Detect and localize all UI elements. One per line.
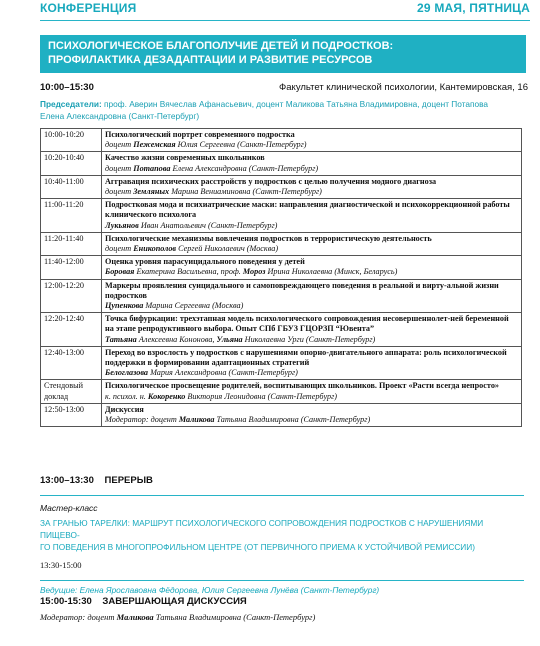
chairs-label: Председатели: [40, 99, 102, 109]
talk-speaker [105, 267, 518, 277]
row-content [102, 256, 522, 279]
speaker-text: Мария Александровна (Санкт-Петербург) [148, 368, 298, 378]
row-time: 12:50-13:00 [41, 403, 102, 426]
speaker-surname: Маликова [178, 415, 215, 425]
speaker-text: Николаевна Урги (Санкт-Петербург) [242, 334, 376, 344]
talk-speaker [105, 301, 518, 311]
row-time: 12:40-13:00 [41, 346, 102, 380]
final-discussion-row [40, 596, 255, 607]
speaker-text: Модератор: доцент [105, 415, 179, 425]
table-row [41, 256, 522, 279]
row-content [102, 346, 522, 380]
row-time: 11:00-11:20 [41, 199, 102, 233]
table-row [41, 313, 522, 347]
talk-speaker [105, 164, 518, 174]
masterclass-title-line2: ГО ПОВЕДЕНИЯ В МНОГОПРОФИЛЬНОМ ЦЕНТРЕ (ОТ ПЕРВИЧНОГО ПРИЕМА К УСТОЙЧИВОЙ РЕМИССИИ) [40, 542, 475, 552]
speaker-surname: Земляных [133, 187, 170, 197]
section-title-line1: ПСИХОЛОГИЧЕСКОЕ БЛАГОПОЛУЧИЕ ДЕТЕЙ И ПОДРОСТКОВ: [48, 40, 394, 52]
break-time: 13:00–13:30 [40, 475, 94, 486]
chairs-line2: Елена Александровна (Санкт-Петербург) [40, 111, 200, 121]
talk-title: Дискуссия [105, 404, 144, 414]
table-row [41, 199, 522, 233]
table-row [41, 380, 522, 403]
speaker-surname: Цупенкова [105, 301, 144, 311]
talk-speaker [105, 392, 518, 402]
talk-speaker [105, 335, 518, 345]
speaker-text: Иван Анатольевич (Санкт-Петербург) [138, 220, 278, 230]
speaker-surname: Потапова [133, 163, 171, 173]
speaker-surname: Боровая [105, 267, 135, 277]
row-content [102, 152, 522, 175]
speaker-surname: Ульяна [216, 334, 243, 344]
table-row [41, 152, 522, 175]
speaker-text: Ирина Николаевна (Минск, Беларусь) [265, 267, 398, 277]
page-header [40, 0, 530, 21]
final-moderator: Модератор: доцент Маликова Татьяна Владимировна (Санкт-Петербург) [40, 612, 316, 622]
final-time: 15:00-15:30 [40, 596, 92, 607]
talk-title: Точка бифуркации: трехэтапная модель психологического сопровождения несовершеннолет-ней беременной на этапе репродуктивного выбора. Опыт СПб ГБУЗ ГЦОРЗП “Ювента” [105, 314, 509, 334]
speaker-text: доцент [105, 163, 134, 173]
row-time: 10:40-11:00 [41, 175, 102, 198]
session-time: 10:00–15:30 [40, 82, 94, 93]
talk-title: Качество жизни современных школьников [105, 153, 265, 163]
table-row [41, 232, 522, 255]
talk-speaker [105, 368, 518, 378]
row-time: 12:20-12:40 [41, 313, 102, 347]
speaker-text: Сергей Николаевич (Москва) [176, 244, 279, 254]
row-content [102, 232, 522, 255]
table-row [41, 175, 522, 198]
speaker-text: Алексеевна Кононова, [136, 334, 217, 344]
speaker-text: Елена Александровна (Санкт-Петербург) [170, 163, 319, 173]
row-content [102, 279, 522, 313]
conference-label: КОНФЕРЕНЦИЯ [40, 1, 137, 15]
speaker-text: к. психол. н. [105, 391, 148, 401]
row-time: 10:20-10:40 [41, 152, 102, 175]
speaker-text: Юлия Сергеевна (Санкт-Петербург) [175, 140, 307, 150]
table-row [41, 403, 522, 426]
chairs-block [40, 98, 528, 122]
row-time: 11:20-11:40 [41, 232, 102, 255]
break-label: ПЕРЕРЫВ [104, 475, 153, 486]
talk-speaker [105, 187, 518, 197]
table-row [41, 279, 522, 313]
row-time: 10:00-10:20 [41, 129, 102, 152]
speaker-surname: Пежемская [133, 140, 176, 150]
talk-speaker [105, 415, 518, 425]
row-content [102, 175, 522, 198]
speaker-text: Екатерина Васильевна, проф. [134, 267, 243, 277]
talk-title: Аггравация психических расстройств у подростков с целью получения модного диагноза [105, 176, 437, 186]
talk-speaker [105, 140, 518, 150]
row-content [102, 313, 522, 347]
row-content [102, 199, 522, 233]
talk-speaker [105, 221, 518, 231]
masterclass-hosts: Ведущие: Елена Ярославовна Фёдорова, Юлия Сергеевна Лунёва (Санкт-Петербург) [40, 580, 524, 595]
final-label: ЗАВЕРШАЮЩАЯ ДИСКУССИЯ [102, 596, 247, 607]
speaker-surname: Лукьянов [105, 220, 139, 230]
talk-title: Психологический портрет современного подростка [105, 130, 295, 139]
row-time: Стендовый доклад [41, 380, 102, 403]
row-time: 12:00-12:20 [41, 279, 102, 313]
talk-title: Переход во взрослость у подростков с нарушениями опорно-двигательного аппарата: роль психологической поддержки в формировании адаптационных стратегий [105, 347, 507, 368]
table-row [41, 129, 522, 152]
speaker-text: доцент [105, 244, 134, 254]
speaker-text: Виктория Леонидовна (Санкт-Петербург) [185, 391, 337, 401]
row-content [102, 403, 522, 426]
talk-speaker [105, 244, 518, 254]
break-row [40, 475, 153, 486]
program-table [40, 128, 522, 427]
speaker-text: доцент [105, 140, 134, 150]
talk-title: Оценка уровня парасуицидального поведения у детей [105, 257, 305, 267]
talk-title: Психологические механизмы вовлечения подростков в террористическую деятельность [105, 233, 432, 243]
section-title-banner [40, 35, 526, 73]
speaker-surname: Еникополов [133, 244, 177, 254]
session-place: Факультет клинической психологии, Кантемировская, 16 [279, 82, 528, 93]
row-content [102, 129, 522, 152]
masterclass-type: Мастер-класс [40, 503, 98, 513]
session-info [40, 82, 528, 93]
speaker-text: Татьяна Владимировна (Санкт-Петербург) [214, 415, 371, 425]
row-content [102, 380, 522, 403]
speaker-surname: Татьяна [105, 334, 137, 344]
speaker-text: Марина Вениаминовна (Санкт-Петербург) [169, 187, 322, 197]
talk-title: Подростковая мода и психиатрические маски: направления диагностической и психокоррекционной работы клинического психолога [105, 200, 510, 220]
talk-title: Маркеры проявления суицидального и самоповреждающего поведения в реальной и вирту-альной жизни подростков [105, 280, 499, 300]
section-title-line2: ПРОФИЛАКТИКА ДЕЗАДАПТАЦИИ И РАЗВИТИЕ РЕСУРСОВ [48, 54, 373, 66]
talk-title: Психологическое просвещение родителей, воспитывающих школьников. Проект «Расти всегда непросто» [105, 381, 500, 391]
speaker-surname: Белоглазова [105, 368, 149, 378]
masterclass-title-line1: ЗА ГРАНЬЮ ТАРЕЛКИ: МАРШРУТ ПСИХОЛОГИЧЕСКОГО СОПРОВОЖДЕНИЯ ПОДРОСТКОВ С НАРУШЕНИЯМИ ПИЩЕВО- [40, 518, 484, 540]
speaker-text: доцент [105, 187, 134, 197]
row-time: 11:40-12:00 [41, 256, 102, 279]
speaker-surname: Мороз [242, 267, 266, 277]
chairs-line1: проф. Аверин Вячеслав Афанасьевич, доцент Маликова Татьяна Владимировна, доцент Потапова [101, 99, 489, 109]
speaker-surname: Кокоренко [147, 391, 186, 401]
masterclass-block [40, 495, 524, 595]
masterclass-time: 13:30-15:00 [40, 560, 82, 570]
date-label: 29 МАЯ, ПЯТНИЦА [417, 1, 530, 15]
masterclass-title [40, 517, 524, 553]
speaker-text: Марина Сергеевна (Москва) [143, 301, 244, 311]
table-row [41, 346, 522, 380]
